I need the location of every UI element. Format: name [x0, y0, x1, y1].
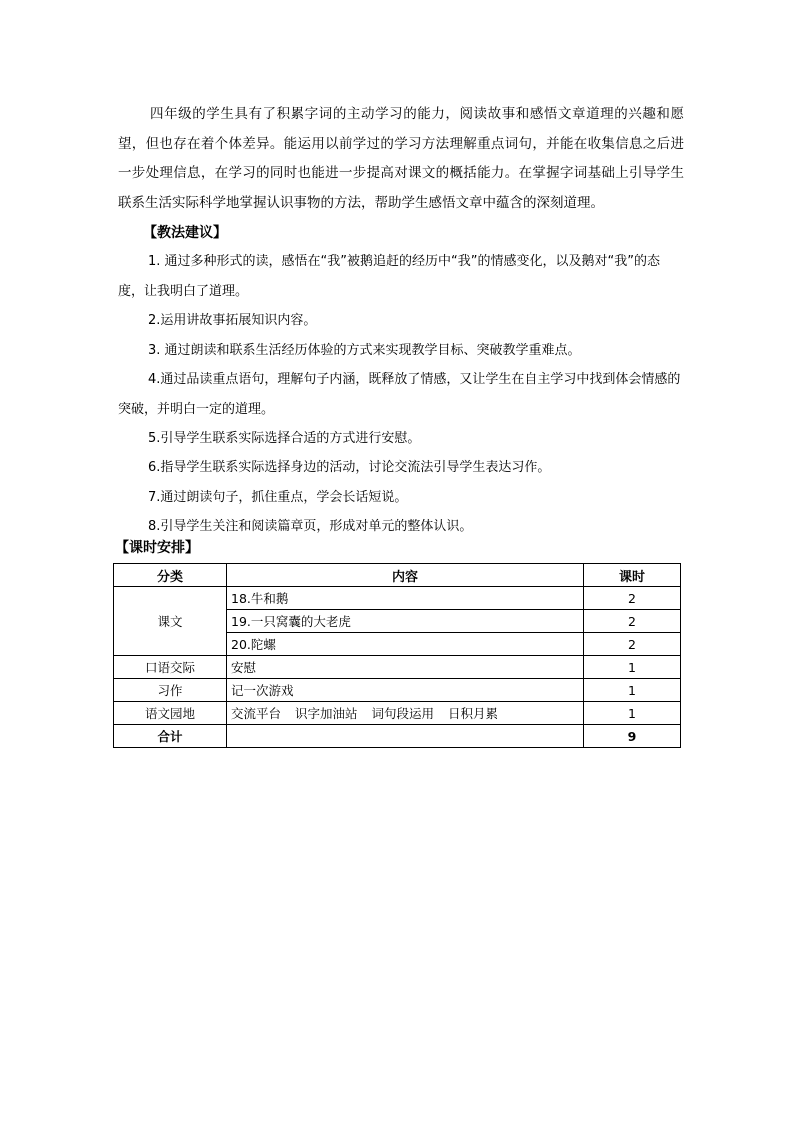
total-hours: 9 [584, 725, 681, 748]
teaching-suggestions-heading: 【教法建议】 [143, 225, 227, 241]
suggestion-item-5: 5.引导学生联系实际选择合适的方式进行安慰。 [148, 431, 421, 446]
suggestion-item-6: 6.指导学生联系实际选择身边的活动，讨论交流法引导学生表达习作。 [148, 460, 551, 475]
table-row [114, 656, 681, 679]
schedule-heading: 【课时安排】 [115, 540, 199, 556]
schedule-table [113, 563, 681, 748]
total-content-cell [227, 725, 584, 748]
content-part: 日积月累 [448, 706, 499, 721]
hours-cell: 1 [584, 679, 681, 702]
suggestion-item-8: 8.引导学生关注和阅读篇章页，形成对单元的整体认识。 [148, 519, 473, 534]
table-row [114, 702, 681, 725]
table-header-row [114, 564, 681, 587]
content-cell [227, 702, 584, 725]
content-cell: 18.牛和鹅 [227, 587, 584, 610]
content-cell: 记一次游戏 [227, 679, 584, 702]
category-cell: 语文园地 [114, 702, 227, 725]
content-part: 词句段运用 [371, 706, 435, 721]
category-cell: 口语交际 [114, 656, 227, 679]
suggestion-item-7: 7.通过朗读句子，抓住重点，学会长话短说。 [148, 490, 408, 505]
content-cell: 20.陀螺 [227, 633, 584, 656]
content-part: 交流平台 [231, 706, 282, 721]
content-cell: 19.一只窝囊的大老虎 [227, 610, 584, 633]
suggestion-item-3: 3. 通过朗读和联系生活经历体验的方式来实现教学目标、突破教学重难点。 [148, 343, 581, 358]
table-row [114, 679, 681, 702]
intro-paragraph: 四年级的学生具有了积累字词的主动学习的能力，阅读故事和感悟文章道理的兴趣和愿望，但也存在着个体差异。能运用以前学过的学习方法理解重点词句，并能在收集信息之后进一步处理信息，在学习的同时也能进一步提高对课文的概括能力。在掌握字词基础上引导学生联系生活实际科学地掌握认识事物的方法，帮助学生感悟文章中蕴含的深刻道理。 [118, 106, 684, 211]
hours-cell: 1 [584, 656, 681, 679]
suggestion-item-2: 2.运用讲故事拓展知识内容。 [148, 313, 317, 328]
content-part: 识字加油站 [295, 706, 358, 721]
header-category: 分类 [114, 564, 227, 587]
table-row [114, 587, 681, 610]
total-label: 合计 [114, 725, 227, 748]
suggestion-item-4: 4.通过品读重点语句，理解句子内涵，既释放了情感，又让学生在自主学习中找到体会情感的突破，并明白一定的道理。 [118, 372, 681, 417]
hours-cell: 2 [584, 587, 681, 610]
header-content: 内容 [227, 564, 584, 587]
hours-cell: 2 [584, 633, 681, 656]
hours-cell: 2 [584, 610, 681, 633]
category-cell: 课文 [114, 587, 227, 656]
hours-cell: 1 [584, 702, 681, 725]
header-hours: 课时 [584, 564, 681, 587]
content-cell: 安慰 [227, 656, 584, 679]
suggestion-item-1: 1. 通过多种形式的读，感悟在“我”被鹅追赶的经历中“我”的情感变化，以及鹅对“我”的态度，让我明白了道理。 [118, 254, 660, 299]
category-cell: 习作 [114, 679, 227, 702]
total-row [114, 725, 681, 748]
